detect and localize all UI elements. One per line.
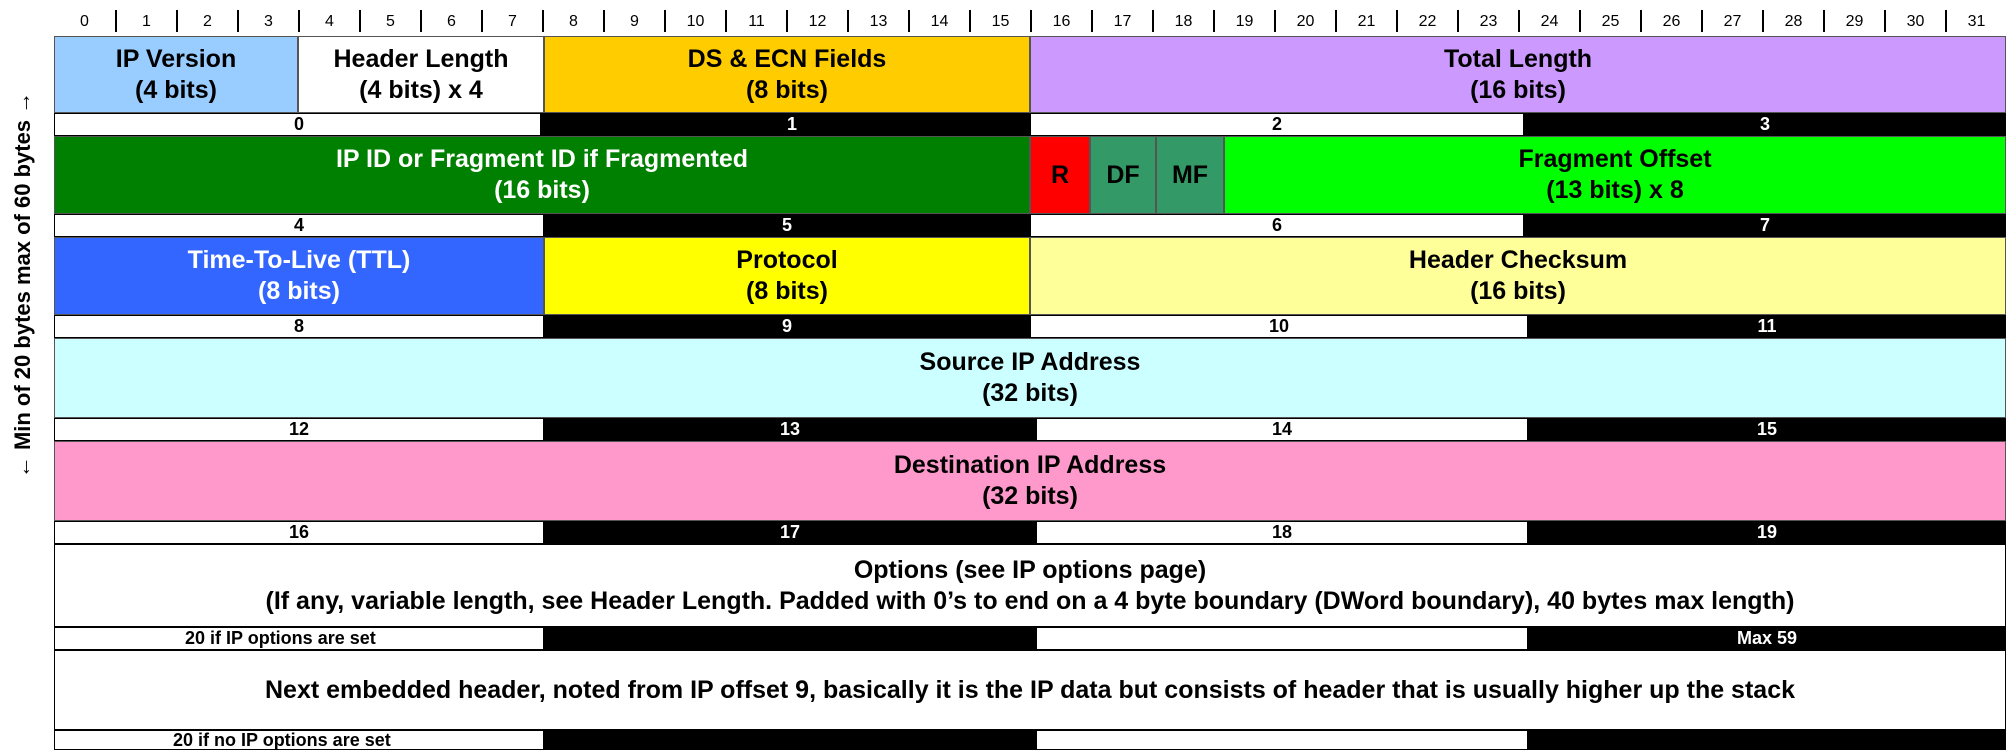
byte-offset-18: 18 <box>1036 521 1528 544</box>
bit-label-23: 23 <box>1457 10 1518 32</box>
bit-label-18: 18 <box>1152 10 1213 32</box>
byte-offset-0: 0 <box>54 113 544 136</box>
destination-ip-field: Destination IP Address (32 bits) <box>54 441 2006 521</box>
bit-label-3: 3 <box>237 10 298 32</box>
bit-label-21: 21 <box>1335 10 1396 32</box>
flag-dont-fragment-field: DF <box>1090 136 1156 214</box>
byte-offset-options-mid-1 <box>544 627 1036 650</box>
fragment-offset-field: Fragment Offset (13 bits) x 8 <box>1224 136 2006 214</box>
byte-offset-14: 14 <box>1036 418 1528 441</box>
header-size-label-text: ← Min of 20 bytes max of 60 bytes → <box>10 91 35 479</box>
byte-offset-6: 6 <box>1030 214 1524 237</box>
byte-offset-options-mid-2 <box>1036 627 1528 650</box>
bit-label-1: 1 <box>115 10 176 32</box>
bit-label-15: 15 <box>969 10 1030 32</box>
byte-offset-3: 3 <box>1524 113 2006 136</box>
header-size-side-label <box>8 40 38 530</box>
bit-label-7: 7 <box>481 10 542 32</box>
ds-ecn-field: DS & ECN Fields (8 bits) <box>544 36 1030 113</box>
byte-offset-next-header-mid-1 <box>544 730 1036 750</box>
bit-label-20: 20 <box>1274 10 1335 32</box>
byte-offset-options-start: 20 if IP options are set <box>54 627 544 650</box>
bit-label-26: 26 <box>1640 10 1701 32</box>
byte-offset-5: 5 <box>544 214 1030 237</box>
ip-version-field: IP Version (4 bits) <box>54 36 298 113</box>
total-length-field: Total Length (16 bits) <box>1030 36 2006 113</box>
flag-reserved-field: R <box>1030 136 1090 214</box>
bit-label-10: 10 <box>664 10 725 32</box>
byte-offset-8: 8 <box>54 315 544 338</box>
byte-offset-19: 19 <box>1528 521 2006 544</box>
bit-label-19: 19 <box>1213 10 1274 32</box>
byte-offset-15: 15 <box>1528 418 2006 441</box>
bit-label-24: 24 <box>1518 10 1579 32</box>
bit-number-ruler <box>54 10 2006 32</box>
bit-label-29: 29 <box>1823 10 1884 32</box>
byte-offset-4: 4 <box>54 214 544 237</box>
bit-label-6: 6 <box>420 10 481 32</box>
byte-offset-10: 10 <box>1030 315 1528 338</box>
bit-label-31: 31 <box>1945 10 2006 32</box>
byte-offset-2: 2 <box>1030 113 1524 136</box>
offset-marker-notch <box>540 113 554 136</box>
byte-offset-1: 1 <box>554 113 1030 136</box>
byte-offset-12: 12 <box>54 418 544 441</box>
bit-label-11: 11 <box>725 10 786 32</box>
byte-offset-next-header-start: 20 if no IP options are set <box>54 730 544 750</box>
byte-offset-options-max: Max 59 <box>1528 627 2006 650</box>
header-length-field: Header Length (4 bits) x 4 <box>298 36 544 113</box>
options-field: Options (see IP options page) (If any, variable length, see Header Length. Padded with 0’s to end on a 4 byte boundary (DWord boundary), 40 bytes max length) <box>54 544 2006 627</box>
bit-label-30: 30 <box>1884 10 1945 32</box>
bit-label-12: 12 <box>786 10 847 32</box>
bit-label-9: 9 <box>603 10 664 32</box>
byte-offset-7: 7 <box>1524 214 2006 237</box>
bit-label-13: 13 <box>847 10 908 32</box>
byte-offset-17: 17 <box>544 521 1036 544</box>
protocol-field: Protocol (8 bits) <box>544 237 1030 315</box>
bit-label-5: 5 <box>359 10 420 32</box>
bit-label-22: 22 <box>1396 10 1457 32</box>
bit-label-27: 27 <box>1701 10 1762 32</box>
bit-label-16: 16 <box>1030 10 1091 32</box>
byte-offset-next-header-end <box>1528 730 2006 750</box>
bit-label-28: 28 <box>1762 10 1823 32</box>
bit-label-0: 0 <box>80 13 89 30</box>
byte-offset-next-header-mid-2 <box>1036 730 1528 750</box>
ttl-field: Time-To-Live (TTL) (8 bits) <box>54 237 544 315</box>
byte-offset-11: 11 <box>1528 315 2006 338</box>
bit-label-25: 25 <box>1579 10 1640 32</box>
next-header-field: Next embedded header, noted from IP offset 9, basically it is the IP data but consists of header that is usually higher up the stack <box>54 650 2006 730</box>
bit-label-8: 8 <box>542 10 603 32</box>
flag-more-fragments-field: MF <box>1156 136 1224 214</box>
ip-id-field: IP ID or Fragment ID if Fragmented (16 bits) <box>54 136 1030 214</box>
source-ip-field: Source IP Address (32 bits) <box>54 338 2006 418</box>
byte-offset-9: 9 <box>544 315 1030 338</box>
bit-label-17: 17 <box>1091 10 1152 32</box>
bit-label-14: 14 <box>908 10 969 32</box>
byte-offset-13: 13 <box>544 418 1036 441</box>
bit-label-2: 2 <box>176 10 237 32</box>
header-checksum-field: Header Checksum (16 bits) <box>1030 237 2006 315</box>
byte-offset-16: 16 <box>54 521 544 544</box>
bit-label-4: 4 <box>298 10 359 32</box>
